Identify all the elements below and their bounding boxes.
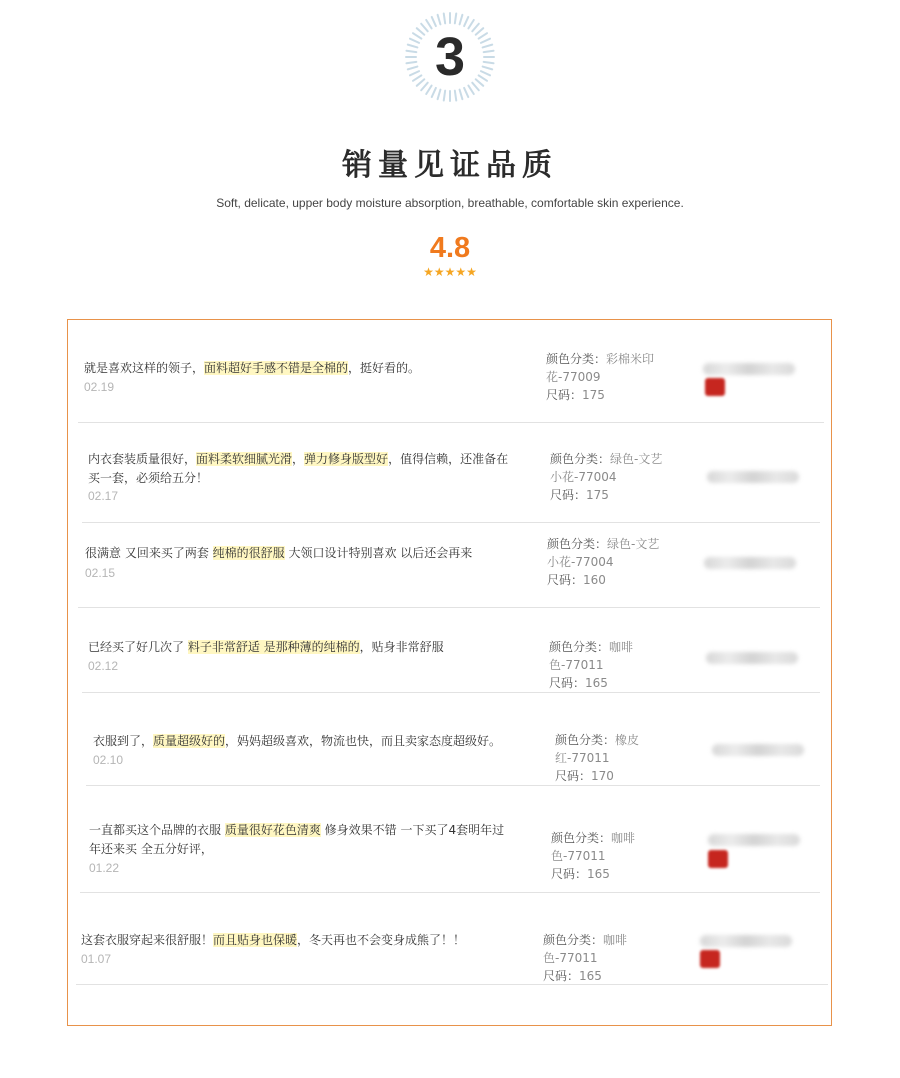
blurred-username — [707, 471, 799, 483]
blurred-username — [700, 935, 792, 947]
review-sku-info — [551, 829, 671, 883]
review-date: 02.17 — [88, 489, 119, 503]
member-badge-icon — [708, 850, 728, 868]
sku-size-label: 尺码： — [551, 867, 588, 881]
sku-size-label: 尺码： — [550, 488, 587, 502]
section-subtitle: Soft, delicate, upper body moisture absorption, breathable, comfortable skin experience. — [216, 196, 684, 210]
sku-size-label: 尺码： — [555, 769, 592, 783]
review-highlight: 弹力修身版型好 — [304, 452, 389, 466]
sku-color-label: 颜色分类： — [549, 640, 610, 654]
review-divider — [82, 522, 820, 523]
blurred-username — [712, 744, 804, 756]
review-text — [84, 359, 514, 378]
sku-color-label: 颜色分类： — [547, 537, 608, 551]
sku-color-value: 彩棉米印花-77009 — [546, 352, 655, 384]
sku-color-label: 颜色分类： — [543, 933, 604, 947]
review-text-segment: 内衣套装质量很好， — [88, 452, 197, 466]
sku-size-value: 165 — [585, 676, 608, 690]
sku-size-label: 尺码： — [549, 676, 586, 690]
review-text — [81, 931, 511, 950]
blurred-username — [708, 834, 800, 846]
sku-color-value: 咖啡色-77011 — [549, 640, 634, 672]
review-text-segment: ，冬天再也不会变身成熊了！！ — [297, 933, 466, 947]
review-highlight: 面料柔软细腻光滑 — [196, 452, 293, 466]
review-text-segment: ，妈妈超级喜欢，物流也快，而且卖家态度超级好。 — [225, 734, 502, 748]
sku-color-value: 咖啡色-77011 — [551, 831, 636, 863]
rating-score: 4.8 — [429, 232, 471, 264]
review-text-segment: ，贴身非常舒服 — [359, 640, 444, 654]
sku-size-value: 165 — [587, 867, 610, 881]
review-sku-info — [543, 931, 663, 985]
sku-color-value: 咖啡色-77011 — [543, 933, 628, 965]
sku-size-value: 175 — [586, 488, 609, 502]
review-sku-info — [550, 450, 670, 504]
section-title: 销量见证品质 — [342, 148, 558, 183]
review-divider — [78, 422, 824, 423]
review-text-segment: 大领口设计特别喜欢 以后还会再来 — [284, 546, 473, 560]
review-highlight: 而且贴身也保暖 — [213, 933, 298, 947]
review-text — [88, 450, 513, 488]
sku-size-value: 165 — [579, 969, 602, 983]
review-text-segment: 很满意 又回来买了两套 — [85, 546, 213, 560]
review-text-segment: 修身效果不错 一下买了4套明年过年还来买 全五分好评， — [89, 823, 505, 856]
reviews-card — [67, 319, 832, 1026]
review-divider — [76, 984, 828, 985]
sku-size-value: 175 — [582, 388, 605, 402]
sku-size-label: 尺码： — [543, 969, 580, 983]
review-text-segment: 已经买了好几次了 — [88, 640, 188, 654]
review-text — [85, 544, 515, 563]
sku-color-value: 绿色-文艺小花-77004 — [550, 452, 663, 484]
member-badge-icon — [705, 378, 725, 396]
review-highlight: 纯棉的很舒服 — [212, 546, 285, 560]
review-sku-info — [555, 731, 675, 785]
rating-stars-icon: ★★★★★ — [423, 265, 477, 279]
section-number: 3 — [434, 27, 466, 87]
review-text-segment: 就是喜欢这样的领子， — [84, 361, 205, 375]
review-text-segment: 这套衣服穿起来很舒服！ — [81, 933, 214, 947]
review-highlight: 质量超级好的 — [153, 734, 226, 748]
review-sku-info — [546, 350, 666, 404]
review-divider — [80, 892, 820, 893]
sku-size-label: 尺码： — [547, 573, 584, 587]
review-sku-info — [549, 638, 669, 692]
review-date: 02.15 — [85, 566, 116, 580]
blurred-username — [706, 652, 798, 664]
review-highlight: 料子非常舒适 是那种薄的纯棉的 — [187, 640, 360, 654]
review-text-segment: 衣服到了， — [93, 734, 154, 748]
sku-size-value: 170 — [591, 769, 614, 783]
review-divider — [86, 785, 820, 786]
sku-color-label: 颜色分类： — [546, 352, 607, 366]
section-number-badge — [404, 11, 496, 103]
sku-color-value: 绿色-文艺小花-77004 — [547, 537, 660, 569]
sku-size-label: 尺码： — [546, 388, 583, 402]
review-date: 02.12 — [88, 659, 119, 673]
sku-color-label: 颜色分类： — [550, 452, 611, 466]
sku-color-value: 橡皮红-77011 — [555, 733, 640, 765]
review-divider — [78, 607, 820, 608]
review-highlight: 质量很好花色清爽 — [224, 823, 321, 837]
review-date: 01.22 — [89, 861, 120, 875]
sku-size-value: 160 — [583, 573, 606, 587]
review-text-segment: ， — [292, 452, 305, 466]
review-date: 02.19 — [84, 380, 115, 394]
review-highlight: 面料超好手感不错是全棉的 — [204, 361, 349, 375]
sku-color-label: 颜色分类： — [555, 733, 616, 747]
review-text-segment: ，挺好看的。 — [348, 361, 421, 375]
review-sku-info — [547, 535, 667, 589]
review-date: 02.10 — [93, 753, 124, 767]
review-text — [89, 821, 514, 859]
review-text-segment: ，值得信赖，还准备在买一套，必须给五分！ — [88, 452, 509, 485]
review-text — [88, 638, 518, 657]
sku-color-label: 颜色分类： — [551, 831, 612, 845]
blurred-username — [704, 557, 796, 569]
blurred-username — [703, 363, 795, 375]
review-date: 01.07 — [81, 952, 112, 966]
review-divider — [82, 692, 820, 693]
review-text — [93, 732, 523, 751]
member-badge-icon — [700, 950, 720, 968]
review-text-segment: 一直都买这个品牌的衣服 — [89, 823, 225, 837]
